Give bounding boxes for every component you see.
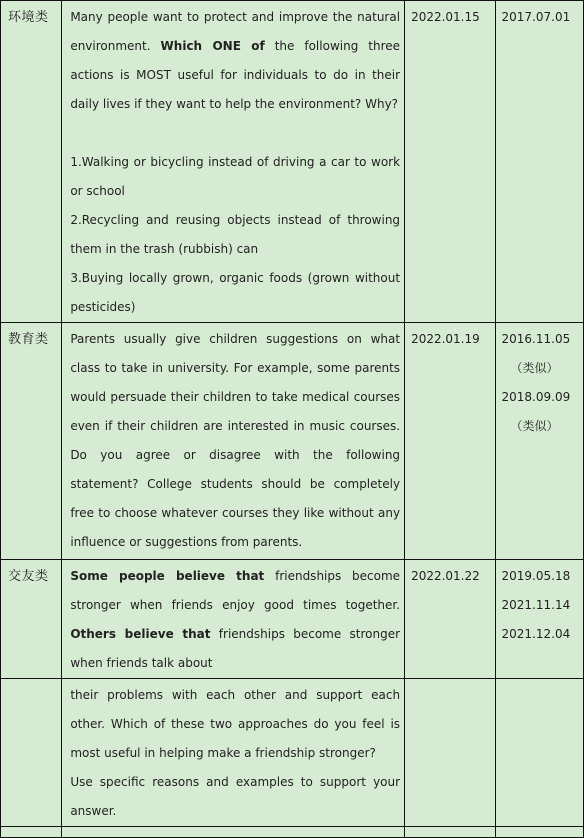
cell-empty <box>405 827 495 838</box>
similar-date: 2017.07.01 <box>501 10 571 24</box>
cell-empty <box>62 827 405 838</box>
similar-date: 2016.11.05 <box>501 332 571 346</box>
question-cell-continued <box>62 679 405 827</box>
exam-date-cell: 2022.01.22 <box>405 560 495 679</box>
question-cell <box>62 1 405 323</box>
similar-dates-cell <box>495 1 583 323</box>
cell-empty <box>495 827 583 838</box>
question-intro <box>70 3 400 119</box>
similar-dates-cell <box>495 560 583 679</box>
option-3: 3.Buying locally grown, organic foods (grown without pesticides) <box>70 271 401 314</box>
question-instruction: Use specific reasons and examples to support your answer. <box>70 775 401 818</box>
table-row <box>1 323 584 560</box>
similar-note: （类似） <box>510 361 559 375</box>
table-row <box>1 679 584 827</box>
table-row <box>1 1 584 323</box>
question-text-part: friendships become stronger when friends talk about <box>70 627 401 670</box>
question-cell <box>62 323 405 560</box>
question-cell <box>62 560 405 679</box>
similar-note: （类似） <box>510 419 559 433</box>
similar-date: 2018.09.09 <box>501 390 571 404</box>
similar-dates-cell-empty <box>495 679 583 827</box>
table-row <box>1 827 584 838</box>
category-cell-empty <box>1 679 62 827</box>
question-text: their problems with each other and support each other. Which of these two approaches do you feel is most useful in helping make a friendship stronger? <box>70 688 401 760</box>
question-emphasis: Which ONE of <box>160 39 265 53</box>
table-row <box>1 560 584 679</box>
option-2: 2.Recycling and reusing objects instead of throwing them in the trash (rubbish) can <box>70 213 401 256</box>
exam-date-cell-empty <box>405 679 495 827</box>
option-1: 1.Walking or bicycling instead of driving a car to work or school <box>70 155 401 198</box>
exam-date-cell: 2022.01.19 <box>405 323 495 560</box>
similar-date: 2019.05.18 <box>501 569 571 583</box>
spacer <box>70 119 400 148</box>
similar-date: 2021.11.14 <box>501 598 571 612</box>
question-emphasis: Some people believe that <box>70 569 265 583</box>
question-text: Many people want to protect and improve the natural environment. <box>70 10 401 53</box>
question-text-part: friendships become stronger when friends enjoy good times together. <box>70 569 401 612</box>
similar-dates-cell <box>495 323 583 560</box>
category-cell: 环境类 <box>1 1 62 323</box>
question-text: Parents usually give children suggestions on what class to take in university. For example, some parents would persuade their children to take medical courses even if their children are interested in music courses. Do you agree or disagree with the following statement? College students should be completely free to choose whatever courses they like without any influence or suggestions from parents. <box>70 332 401 549</box>
question-text <box>70 562 400 678</box>
exam-date-cell: 2022.01.15 <box>405 1 495 323</box>
question-emphasis: Others believe that <box>70 627 211 641</box>
category-cell: 教育类 <box>1 323 62 560</box>
similar-date: 2021.12.04 <box>501 627 571 641</box>
cell-empty <box>1 827 62 838</box>
category-cell: 交友类 <box>1 560 62 679</box>
question-text: the following three actions is MOST useful for individuals to do in their daily lives if they want to help the environment? Why? <box>70 39 401 111</box>
